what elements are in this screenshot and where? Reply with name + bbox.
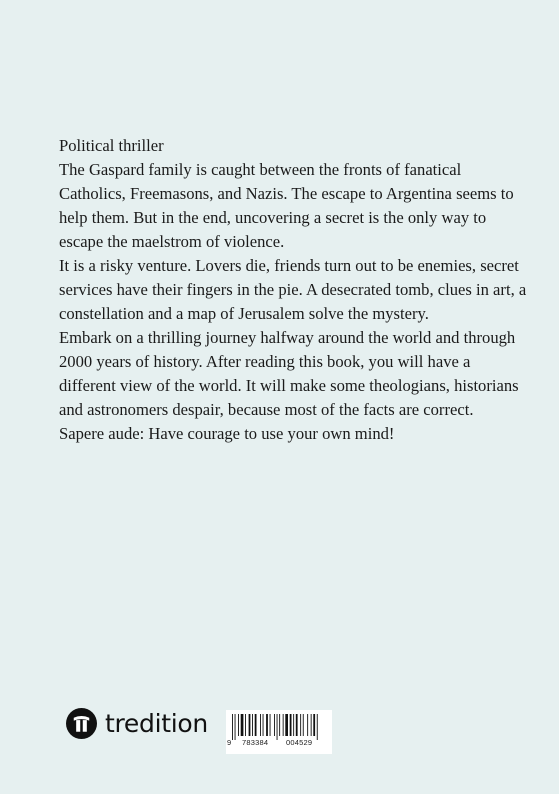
barcode-bar [300,714,301,736]
barcode-bar [270,714,271,736]
barcode-right-group: 004529 [286,738,313,747]
barcode-bar [293,714,294,736]
barcode-bar [290,714,292,736]
barcode-bar [260,714,261,736]
barcode-bar [255,714,257,736]
barcode-bar [266,714,268,736]
barcode-bar [313,714,315,736]
barcode-bar [303,714,304,736]
blurb [59,134,529,446]
barcode-bar [317,714,318,740]
blurb-heading: Political thriller [59,136,164,155]
tredition-logo-icon [66,708,97,739]
barcode-first-digit: 9 [227,738,232,747]
publisher-name: tredition [105,708,208,738]
isbn-barcode [226,710,332,754]
barcode-bar [232,714,233,740]
publisher-logo [66,706,208,740]
barcode-bars [230,714,328,740]
barcode-bar [263,714,264,736]
blurb-paragraph: It is a risky venture. Lovers die, friends turn out to be enemies, secret services have their fingers in the pie. A desecrated tomb, clues in art, a constellation and a map of Jerusalem solve the mystery. [59,256,527,323]
barcode-bar [285,714,288,736]
barcode-bar [235,714,236,740]
barcode-bar [249,714,251,736]
blurb-paragraph: Embark on a thrilling journey halfway around the world and through 2000 years of history. After reading this book, you will have a different view of the world. It will make some theologians, historians and astronomers despair, because most of the facts are correct. [59,328,519,419]
barcode-bar [311,714,312,736]
barcode-bar [241,714,244,736]
barcode-bar [238,714,239,736]
barcode-bar [252,714,253,736]
barcode-bar [274,714,275,736]
barcode-bar [283,714,284,736]
barcode-bar [245,714,246,736]
barcode-left-group: 783384 [242,738,269,747]
barcode-bar [279,714,280,736]
barcode-bar [307,714,308,736]
blurb-paragraph: Sapere aude: Have courage to use your own mind! [59,424,395,443]
barcode-bar [277,714,278,740]
blurb-paragraph: The Gaspard family is caught between the fronts of fanatical Catholics, Freemasons, and Nazis. The escape to Argentina seems to help them. But in the end, uncovering a secret is the only way to escape the maelstrom of violence. [59,160,514,251]
barcode-bar [296,714,298,736]
